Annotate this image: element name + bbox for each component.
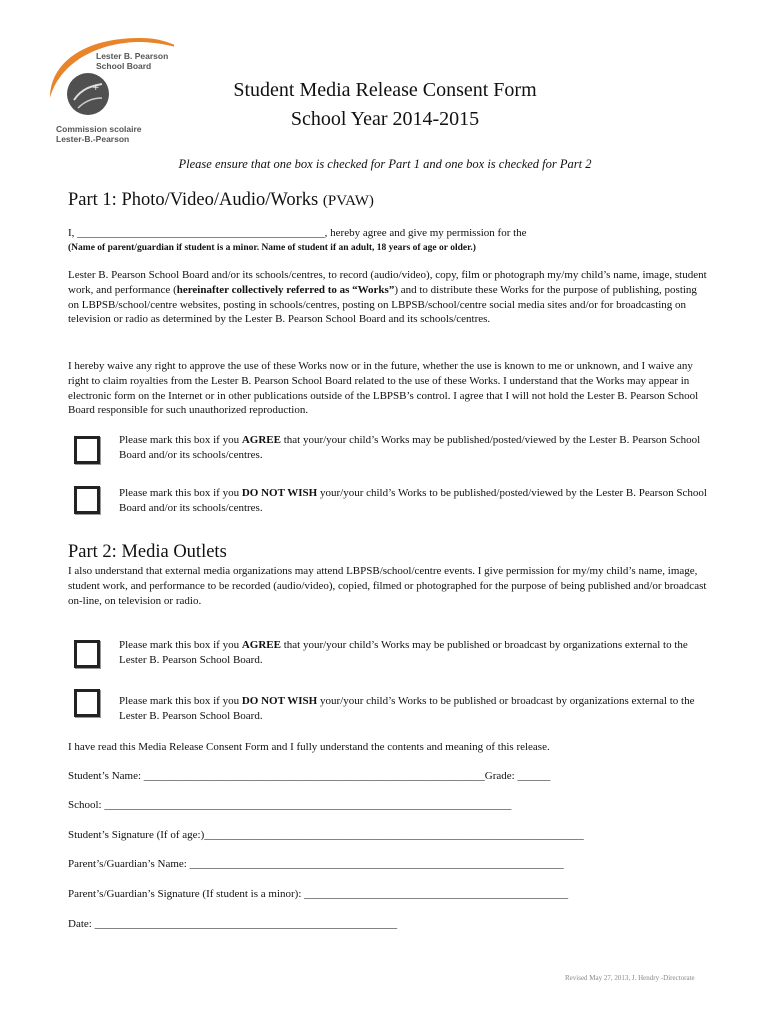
part2-agree-checkbox[interactable] [74,640,100,668]
part1-heading-text: Part 1: Photo/Video/Audio/Works [68,190,319,210]
part2-decline-label: Please mark this box if you DO NOT WISH your/your child’s Works to be published or broadcast by organizations external to the Lester B. Pearson School Board. [119,695,695,722]
date-field[interactable]: Date: _______________________________________________________ [68,918,398,930]
revision-footer: Revised May 27, 2013, J. Hendry -Directorate [565,974,695,982]
part2-agree-label: Please mark this box if you AGREE that your/your child’s Works may be published or broadcast by organizations external to the Lester B. Pearson School Board. [119,639,688,666]
form-title: Student Media Release Consent Form [233,79,537,101]
part1-decline-checkbox[interactable] [74,486,100,514]
permission-note: (Name of parent/guardian if student is a minor. Name of student if an adult, 18 years of age or older.) [68,243,476,253]
part1-agree-checkbox[interactable] [74,436,100,464]
parent-name-field[interactable]: Parent’s/Guardian’s Name: ____________________________________________________________________ [68,858,564,870]
part1-heading [68,190,374,211]
school-year: School Year 2014-2015 [290,108,480,130]
student-name-field[interactable]: Student’s Name: ______________________________________________________________Grade: ______ [68,770,551,782]
parent-signature-field[interactable]: Parent’s/Guardian’s Signature (If student is a minor): ________________________________________________ [68,888,569,900]
part1-heading-abbr: (PVAW) [322,193,374,209]
permission-line: I, _____________________________________________, hereby agree and give my permission for the [68,227,527,239]
instruction-text: Please ensure that one box is checked for Part 1 and one box is checked for Part 2 [178,157,592,171]
svg-text:+: + [92,83,100,93]
logo-emblem [67,73,109,115]
student-signature-field[interactable]: Student’s Signature (If of age:)_____________________________________________________________________ [68,829,584,841]
part2-decline-checkbox[interactable] [74,689,100,717]
part1-decline-label: Please mark this box if you DO NOT WISH your/your child’s Works to be published/posted/viewed by the Lester B. Pearson School Board and/or its schools/centres. [119,487,707,514]
logo-name-french: Commission scolaire Lester-B.-Pearson [56,124,142,144]
school-field[interactable]: School: __________________________________________________________________________ [68,799,512,811]
part1-agree-label: Please mark this box if you AGREE that your/your child’s Works may be published/posted/viewed by the Lester B. Pearson School Board and/or its schools/centres. [119,434,701,461]
part1-paragraph-2: I hereby waive any right to approve the use of these Works now or in the future, whether the use is known to me or unknown, and I waive any right to claim royalties from the Lester B. Pearson School Board related to the use of these Works. I understand that the Works may appear in electronic form on the Internet or in other publications outside of the LBPSB’s control. I agree that I will not hold the Lester B. Pearson School Board responsible for such unauthorized reproduction. [68,360,699,417]
part2-paragraph: I also understand that external media organizations may attend LBPSB/school/centre events. I give permission for my/my child’s name, image, student work, and performance to be recorded (audio/video), copied, filmed or photographed for the purpose of being published and/or broadcast on-line, on television or radio. [68,565,707,607]
logo-name-english: Lester B. Pearson School Board [96,51,169,71]
part2-heading: Part 2: Media Outlets [68,542,227,562]
part1-paragraph-1: Lester B. Pearson School Board and/or its schools/centres, to record (audio/video), copy, film or photograph my/my child’s name, image, student work, and performance (hereinafter collectively referred to as “Works”) and to distribute these Works for the purpose of publishing, posting on LBPSB/school/centre websites, posting in schools/centres, posting on LBPSB/school/centre social media sites and/or for broadcasting on television or radio as determined by the Lester B. Pearson School Board and its schools/centres. [68,269,707,326]
acknowledgement-text: I have read this Media Release Consent Form and I fully understand the contents and meaning of this release. [68,741,550,753]
